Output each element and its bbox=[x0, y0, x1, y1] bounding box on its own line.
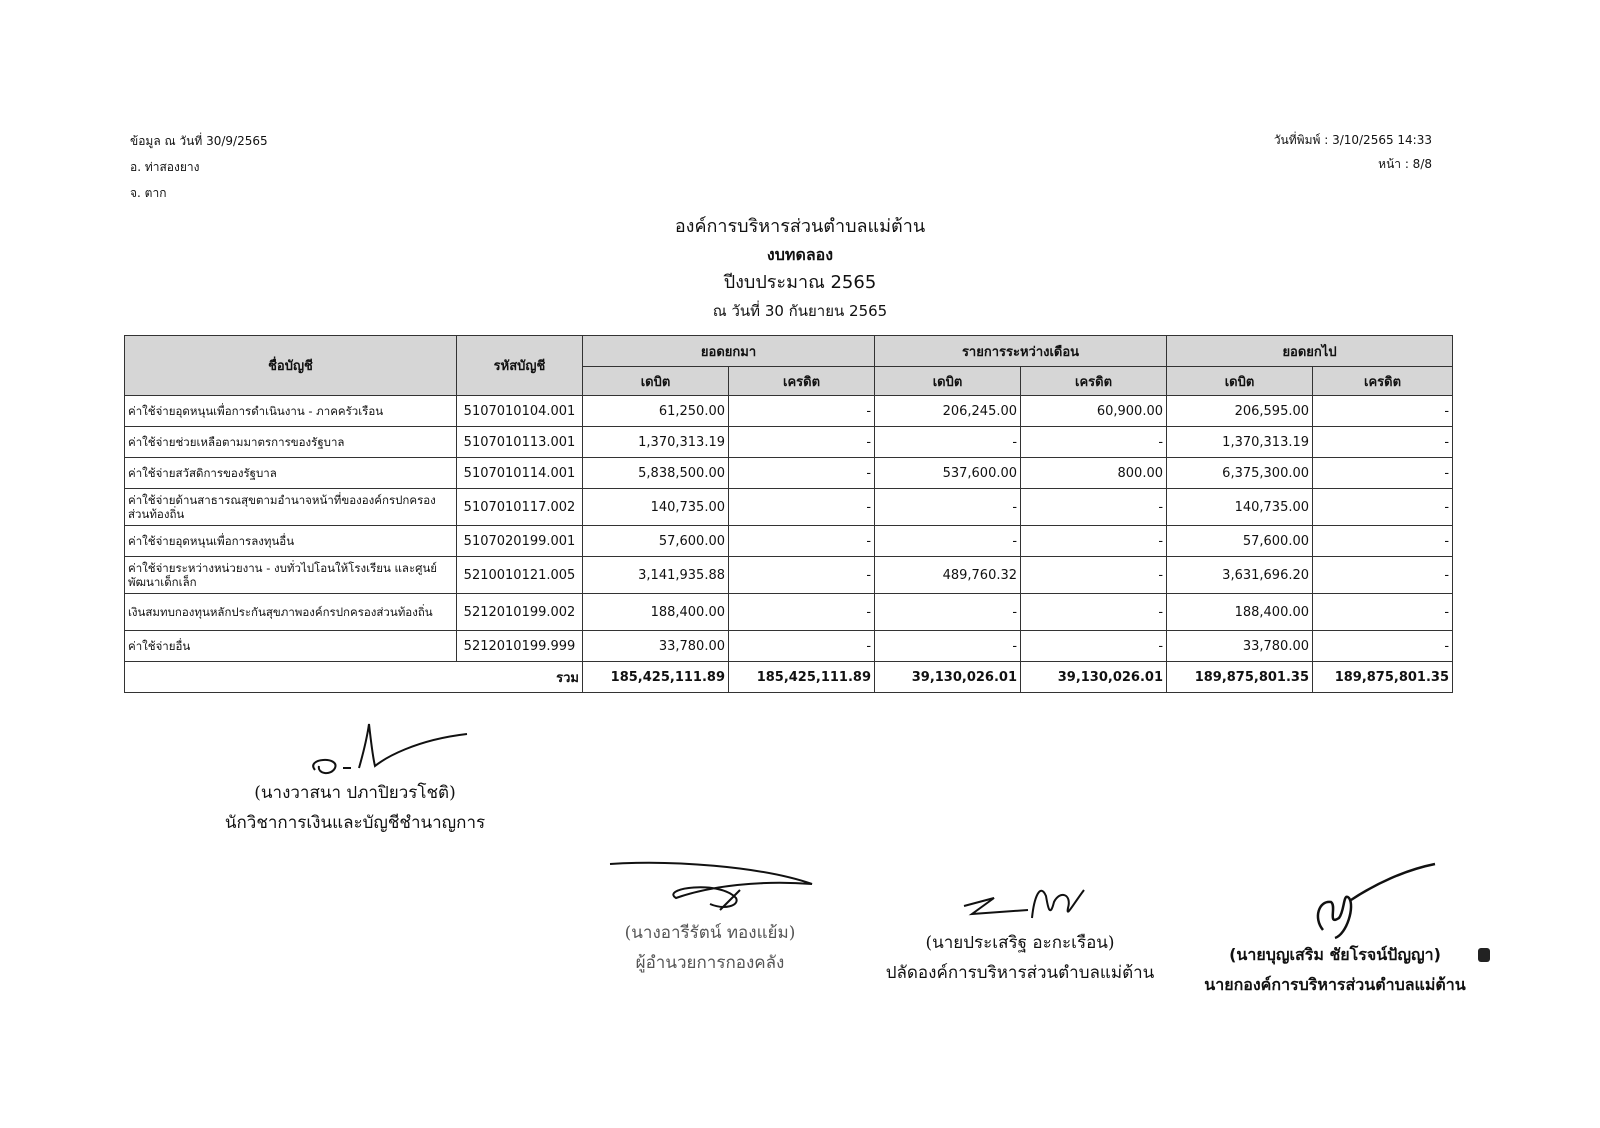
cf-credit: - bbox=[1313, 489, 1453, 526]
cf-credit-header: เครดิต bbox=[1313, 367, 1453, 396]
m-debit: - bbox=[875, 427, 1021, 458]
signatory-name: (นายประเสริฐ อะกะเรือน) bbox=[925, 933, 1115, 953]
table-row bbox=[125, 631, 1453, 662]
province: จ. ตาก bbox=[130, 186, 167, 200]
print-date: วันที่พิมพ์ : 3/10/2565 14:33 bbox=[1273, 133, 1432, 147]
m-credit-header: เครดิต bbox=[1021, 367, 1167, 396]
total-label: รวม bbox=[125, 662, 583, 693]
bf-credit: - bbox=[729, 489, 875, 526]
account-code: 5212010199.999 bbox=[457, 631, 583, 662]
account-code: 5107010117.002 bbox=[457, 489, 583, 526]
signatory-name: (นายบุญเสริม ชัยโรจน์ปัญญา) bbox=[1229, 945, 1441, 964]
bf-credit: - bbox=[729, 396, 875, 427]
cf-credit: - bbox=[1313, 631, 1453, 662]
account-name: เงินสมทบกองทุนหลักประกันสุขภาพองค์กรปกครองส่วนท้องถิ่น bbox=[125, 594, 457, 631]
account-name: ค่าใช้จ่ายอุดหนุนเพื่อการดำเนินงาน - ภาคครัวเรือน bbox=[125, 396, 457, 427]
m-credit: 800.00 bbox=[1021, 458, 1167, 489]
report-titles bbox=[0, 212, 1600, 324]
bf-debit: 188,400.00 bbox=[583, 594, 729, 631]
m-debit: 489,760.32 bbox=[875, 557, 1021, 594]
bf-debit: 57,600.00 bbox=[583, 526, 729, 557]
table-row bbox=[125, 458, 1453, 489]
table-row bbox=[125, 427, 1453, 458]
total-row bbox=[125, 662, 1453, 693]
cf-debit: 1,370,313.19 bbox=[1167, 427, 1313, 458]
m-credit: - bbox=[1021, 526, 1167, 557]
ink-stamp-mark bbox=[1478, 948, 1490, 962]
signature-block-mayor bbox=[1180, 860, 1490, 1000]
bf-credit: - bbox=[729, 631, 875, 662]
account-code: 5107010104.001 bbox=[457, 396, 583, 427]
carried-forward-header: ยอดยกไป bbox=[1167, 336, 1453, 367]
m-debit: 537,600.00 bbox=[875, 458, 1021, 489]
cf-credit: - bbox=[1313, 427, 1453, 458]
cf-credit: - bbox=[1313, 594, 1453, 631]
brought-forward-header: ยอดยกมา bbox=[583, 336, 875, 367]
account-name: ค่าใช้จ่ายด้านสาธารณสุขตามอำนาจหน้าที่ขององค์กรปกครองส่วนท้องถิ่น bbox=[125, 489, 457, 526]
bf-credit: - bbox=[729, 557, 875, 594]
bf-credit: - bbox=[729, 594, 875, 631]
account-name: ค่าใช้จ่ายช่วยเหลือตามมาตรการของรัฐบาล bbox=[125, 427, 457, 458]
m-credit: - bbox=[1021, 427, 1167, 458]
total-m-credit: 39,130,026.01 bbox=[1021, 662, 1167, 693]
bf-debit: 61,250.00 bbox=[583, 396, 729, 427]
signature-block-finance-director bbox=[560, 858, 860, 978]
total-m-debit: 39,130,026.01 bbox=[875, 662, 1021, 693]
organization-title: องค์การบริหารส่วนตำบลแม่ต้าน bbox=[674, 216, 926, 237]
cf-debit-header: เดบิต bbox=[1167, 367, 1313, 396]
bf-credit: - bbox=[729, 458, 875, 489]
signatory-name: (นางอารีรัตน์ ทองแย้ม) bbox=[624, 923, 796, 943]
account-code: 5107010113.001 bbox=[457, 427, 583, 458]
bf-debit: 5,838,500.00 bbox=[583, 458, 729, 489]
bf-debit: 1,370,313.19 bbox=[583, 427, 729, 458]
m-debit: - bbox=[875, 631, 1021, 662]
bf-debit: 33,780.00 bbox=[583, 631, 729, 662]
table-row bbox=[125, 557, 1453, 594]
bf-credit: - bbox=[729, 526, 875, 557]
account-name: ค่าใช้จ่ายระหว่างหน่วยงาน - งบทั่วไปโอนให้โรงเรียน และศูนย์พัฒนาเด็กเล็ก bbox=[125, 557, 457, 594]
cf-debit: 140,735.00 bbox=[1167, 489, 1313, 526]
handwritten-signature bbox=[1215, 860, 1455, 940]
cf-debit: 188,400.00 bbox=[1167, 594, 1313, 631]
cf-debit: 3,631,696.20 bbox=[1167, 557, 1313, 594]
report-date: ณ วันที่ 30 กันยายน 2565 bbox=[712, 302, 888, 320]
account-name-header: ชื่อบัญชี bbox=[125, 336, 457, 396]
cf-credit: - bbox=[1313, 526, 1453, 557]
signatory-position: นักวิชาการเงินและบัญชีชำนาญการ bbox=[224, 813, 486, 833]
bf-debit-header: เดบิต bbox=[583, 367, 729, 396]
signatory-position: ปลัดองค์การบริหารส่วนตำบลแม่ต้าน bbox=[885, 963, 1155, 983]
account-code: 5212010199.002 bbox=[457, 594, 583, 631]
total-bf-debit: 185,425,111.89 bbox=[583, 662, 729, 693]
signatory-name: (นางวาสนา ปภาปิยวรโชติ) bbox=[254, 783, 456, 803]
cf-debit: 206,595.00 bbox=[1167, 396, 1313, 427]
district: อ. ท่าสองยาง bbox=[130, 160, 200, 174]
m-debit: 206,245.00 bbox=[875, 396, 1021, 427]
account-code: 5107020199.001 bbox=[457, 526, 583, 557]
page-number: หน้า : 8/8 bbox=[1378, 157, 1432, 171]
signatory-position: ผู้อำนวยการกองคลัง bbox=[635, 953, 785, 973]
trial-balance-table bbox=[124, 335, 1453, 693]
report-meta-left bbox=[130, 128, 268, 206]
report-meta-right bbox=[1274, 128, 1432, 176]
m-credit: - bbox=[1021, 489, 1167, 526]
account-name: ค่าใช้จ่ายอุดหนุนเพื่อการลงทุนอื่น bbox=[125, 526, 457, 557]
total-cf-credit: 189,875,801.35 bbox=[1313, 662, 1453, 693]
table-row bbox=[125, 594, 1453, 631]
fiscal-year: ปีงบประมาณ 2565 bbox=[723, 272, 877, 293]
bf-credit-header: เครดิต bbox=[729, 367, 875, 396]
bf-debit: 140,735.00 bbox=[583, 489, 729, 526]
table-header-row bbox=[125, 336, 1453, 367]
during-month-header: รายการระหว่างเดือน bbox=[875, 336, 1167, 367]
bf-credit: - bbox=[729, 427, 875, 458]
total-cf-debit: 189,875,801.35 bbox=[1167, 662, 1313, 693]
account-name: ค่าใช้จ่ายอื่น bbox=[125, 631, 457, 662]
cf-debit: 33,780.00 bbox=[1167, 631, 1313, 662]
signature-block-chief-administrator bbox=[860, 878, 1180, 988]
table-row bbox=[125, 489, 1453, 526]
m-debit: - bbox=[875, 526, 1021, 557]
cf-credit: - bbox=[1313, 557, 1453, 594]
cf-credit: - bbox=[1313, 458, 1453, 489]
m-credit: - bbox=[1021, 557, 1167, 594]
m-credit: - bbox=[1021, 631, 1167, 662]
handwritten-signature bbox=[920, 878, 1120, 928]
data-as-of: ข้อมูล ณ วันที่ 30/9/2565 bbox=[130, 134, 268, 148]
report-title: งบทดลอง bbox=[766, 245, 834, 264]
cf-debit: 6,375,300.00 bbox=[1167, 458, 1313, 489]
m-credit: 60,900.00 bbox=[1021, 396, 1167, 427]
cf-debit: 57,600.00 bbox=[1167, 526, 1313, 557]
account-code-header: รหัสบัญชี bbox=[457, 336, 583, 396]
account-name: ค่าใช้จ่ายสวัสดิการของรัฐบาล bbox=[125, 458, 457, 489]
handwritten-signature bbox=[590, 858, 830, 918]
total-bf-credit: 185,425,111.89 bbox=[729, 662, 875, 693]
m-debit: - bbox=[875, 489, 1021, 526]
account-code: 5107010114.001 bbox=[457, 458, 583, 489]
table-row bbox=[125, 396, 1453, 427]
table-row bbox=[125, 526, 1453, 557]
account-code: 5210010121.005 bbox=[457, 557, 583, 594]
m-credit: - bbox=[1021, 594, 1167, 631]
signature-block-accountant bbox=[180, 718, 530, 838]
m-debit-header: เดบิต bbox=[875, 367, 1021, 396]
signatory-position: นายกองค์การบริหารส่วนตำบลแม่ต้าน bbox=[1204, 975, 1466, 994]
bf-debit: 3,141,935.88 bbox=[583, 557, 729, 594]
handwritten-signature bbox=[235, 718, 475, 778]
m-debit: - bbox=[875, 594, 1021, 631]
cf-credit: - bbox=[1313, 396, 1453, 427]
